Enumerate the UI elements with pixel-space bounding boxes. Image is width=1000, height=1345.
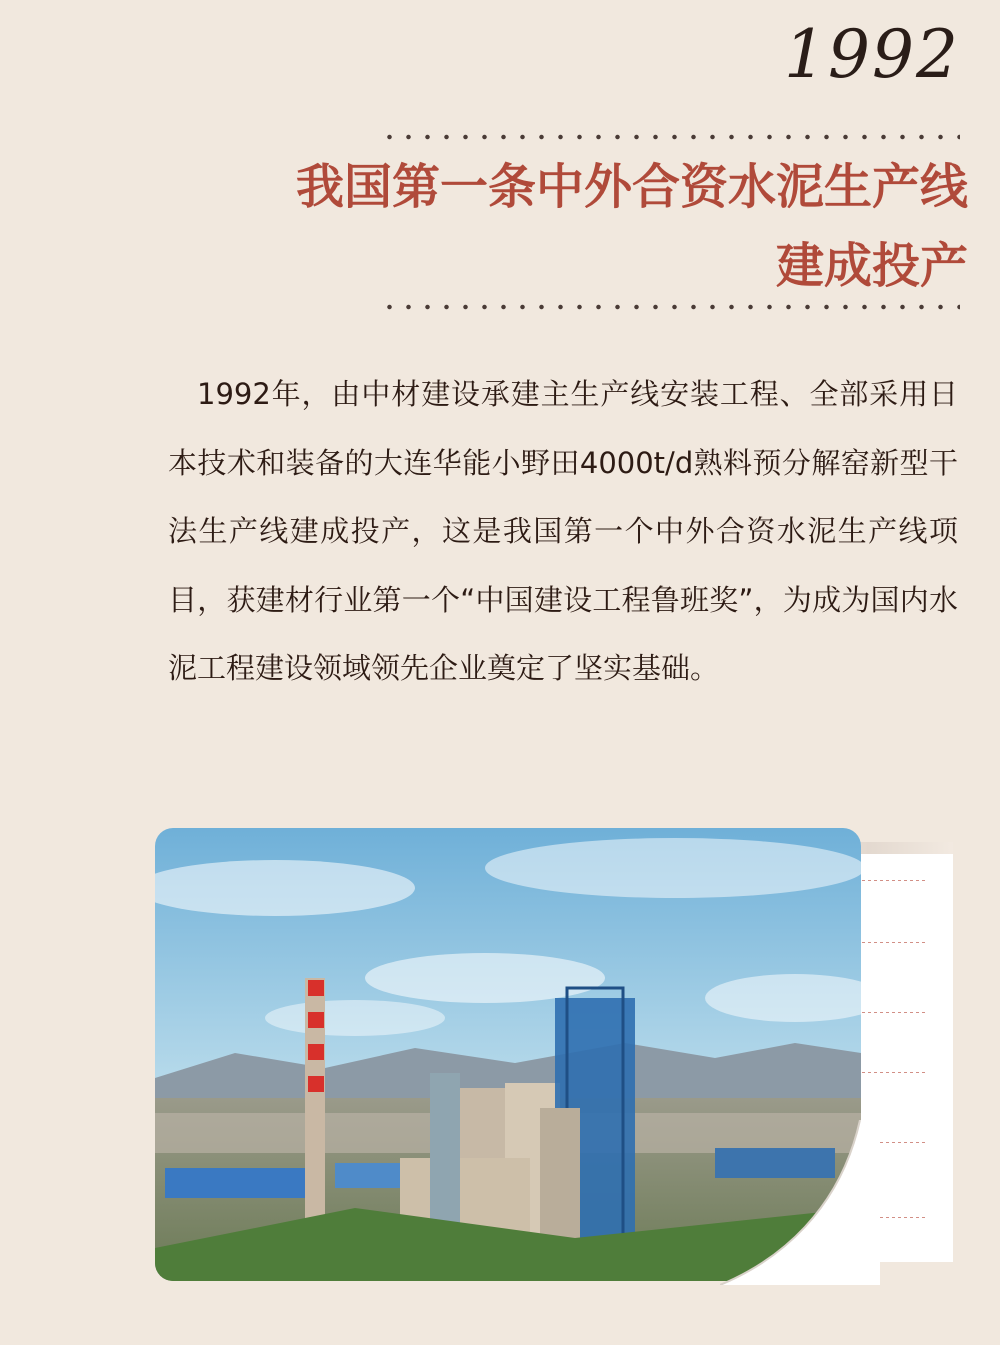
- paper-line: [850, 942, 927, 943]
- year-heading: 1992: [784, 16, 960, 93]
- paper-line: [850, 880, 927, 881]
- body-text: 1992年，由中材建设承建主生产线安装工程、全部采用日本技术和装备的大连华能小野田4000t/d熟料预分解窑新型干法生产线建成投产，这是我国第一个中外合资水泥生产线项目，获建材行业第一个“中国建设工程鲁班奖”，为成为国内水泥工程建设领域领先企业奠定了坚实基础。: [168, 377, 958, 685]
- dotted-divider-top: [380, 133, 960, 141]
- dotted-divider-bottom: [380, 303, 960, 311]
- page-curl-decoration: [720, 1120, 880, 1285]
- headline-line-1: 我国第一条中外合资水泥生产线: [295, 159, 968, 215]
- paper-line: [850, 1012, 927, 1013]
- headline-line-2: 建成投产: [775, 238, 968, 294]
- body-paragraph: [168, 360, 958, 703]
- headline: [248, 148, 968, 306]
- paper-line: [850, 1072, 927, 1073]
